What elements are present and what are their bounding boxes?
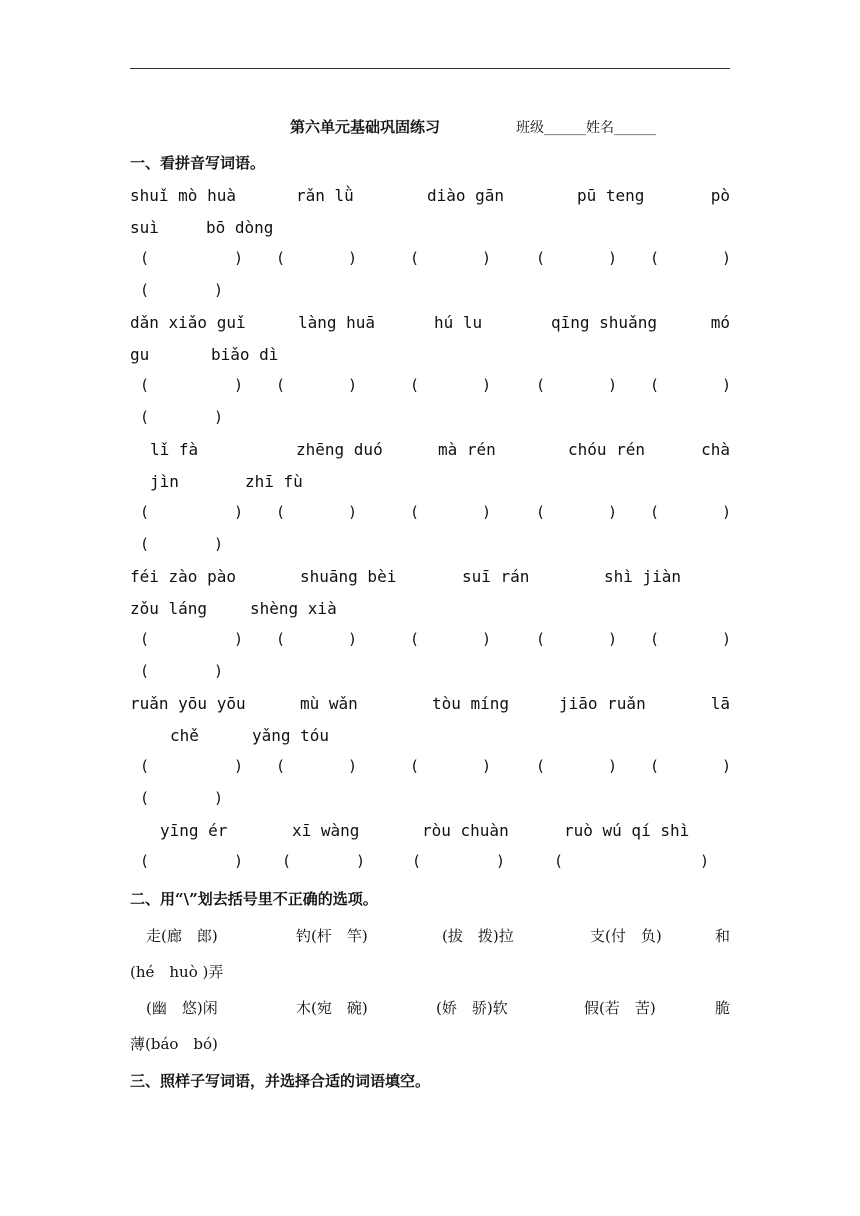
paren-close: ) xyxy=(608,503,618,521)
paren-close: ) xyxy=(700,852,710,870)
pinyin-item: chà xyxy=(701,440,730,459)
paren-close: ) xyxy=(608,630,618,648)
paren-open[interactable]: ( xyxy=(276,249,286,267)
pinyin-item: mù wǎn xyxy=(300,694,358,713)
paren-close: ) xyxy=(356,852,366,870)
paren-open[interactable]: ( xyxy=(410,376,420,394)
paren-open[interactable]: ( xyxy=(140,376,150,394)
paren-close: ) xyxy=(214,662,224,680)
paren-open[interactable]: ( xyxy=(140,503,150,521)
paren-close: ) xyxy=(722,376,732,394)
paren-open[interactable]: ( xyxy=(276,630,286,648)
pinyin-row xyxy=(130,186,730,208)
paren-close: ) xyxy=(214,281,224,299)
pinyin-item: suì xyxy=(130,218,159,237)
choice-item[interactable]: 薄(báo bó) xyxy=(130,1035,218,1053)
answer-parentheses-row xyxy=(130,281,730,303)
paren-open[interactable]: ( xyxy=(140,630,150,648)
paren-close: ) xyxy=(482,757,492,775)
choice-item[interactable]: 走(廊 郎) xyxy=(146,927,218,945)
page-title: 第六单元基础巩固练习 xyxy=(290,118,441,136)
paren-open[interactable]: ( xyxy=(140,852,150,870)
pinyin-item: jiāo ruǎn xyxy=(559,694,646,713)
paren-open[interactable]: ( xyxy=(410,503,420,521)
paren-close: ) xyxy=(214,408,224,426)
pinyin-item: shuāng bèi xyxy=(300,567,397,586)
paren-open[interactable]: ( xyxy=(276,376,286,394)
paren-close: ) xyxy=(214,535,224,553)
paren-close: ) xyxy=(214,789,224,807)
paren-close: ) xyxy=(608,249,618,267)
pinyin-item: chóu rén xyxy=(568,440,646,459)
pinyin-row xyxy=(130,567,730,589)
pinyin-row xyxy=(130,440,730,462)
paren-open[interactable]: ( xyxy=(650,503,660,521)
pinyin-item: lā xyxy=(710,694,730,713)
pinyin-item: ruǎn yōu yōu xyxy=(130,694,246,713)
paren-close: ) xyxy=(348,503,358,521)
paren-close: ) xyxy=(608,757,618,775)
answer-parentheses-row xyxy=(130,249,730,271)
paren-close: ) xyxy=(234,376,244,394)
paren-close: ) xyxy=(608,376,618,394)
choice-item[interactable]: (娇 骄)软 xyxy=(436,999,508,1017)
choice-item[interactable]: 钓(杆 竿) xyxy=(296,927,368,945)
paren-close: ) xyxy=(234,249,244,267)
pinyin-row xyxy=(130,694,730,716)
paren-open[interactable]: ( xyxy=(140,757,150,775)
pinyin-row xyxy=(130,821,730,843)
paren-open[interactable]: ( xyxy=(650,376,660,394)
pinyin-row xyxy=(130,345,730,367)
choice-item: 和 xyxy=(714,927,730,945)
paren-open[interactable]: ( xyxy=(140,662,150,680)
paren-close: ) xyxy=(234,630,244,648)
paren-close: ) xyxy=(482,376,492,394)
pinyin-item: mó xyxy=(710,313,730,332)
paren-open[interactable]: ( xyxy=(650,630,660,648)
answer-parentheses-row xyxy=(130,535,730,557)
pinyin-item: ruò wú qí shì xyxy=(564,821,690,840)
paren-close: ) xyxy=(482,630,492,648)
pinyin-row xyxy=(130,218,730,240)
pinyin-item: zǒu láng xyxy=(130,599,208,618)
section1-heading: 一、看拼音写词语。 xyxy=(130,154,266,172)
answer-parentheses-row xyxy=(130,408,730,430)
paren-open[interactable]: ( xyxy=(536,757,546,775)
choice-item: 脆 xyxy=(714,999,730,1017)
paren-open[interactable]: ( xyxy=(650,249,660,267)
paren-close: ) xyxy=(348,376,358,394)
section3-heading: 三、照样子写词语，并选择合适的词语填空。 xyxy=(130,1072,431,1090)
pinyin-item: gu xyxy=(130,345,150,364)
pinyin-item: ròu chuàn xyxy=(422,821,509,840)
pinyin-item: zhēng duó xyxy=(296,440,383,459)
pinyin-item: pò xyxy=(710,186,730,205)
choice-row xyxy=(130,997,730,1019)
answer-parentheses-row xyxy=(130,852,730,874)
pinyin-row xyxy=(130,726,730,748)
paren-open[interactable]: ( xyxy=(282,852,292,870)
paren-open[interactable]: ( xyxy=(410,757,420,775)
choice-item[interactable]: (幽 悠)闲 xyxy=(146,999,218,1017)
pinyin-item: yǎng tóu xyxy=(252,726,330,745)
pinyin-item: lǐ fà xyxy=(150,440,199,459)
pinyin-item: chě xyxy=(170,726,199,745)
choice-item[interactable]: (拔 拨)拉 xyxy=(442,927,514,945)
choice-item[interactable]: (hé huò )弄 xyxy=(130,963,224,981)
paren-close: ) xyxy=(722,630,732,648)
choice-item[interactable]: 支(付 负) xyxy=(590,927,662,945)
class-name-field: 班级______姓名______ xyxy=(516,120,656,136)
paren-close: ) xyxy=(722,249,732,267)
paren-close: ) xyxy=(234,503,244,521)
pinyin-row xyxy=(130,472,730,494)
pinyin-item: xī wàng xyxy=(292,821,360,840)
choice-row xyxy=(130,1033,730,1055)
paren-open[interactable]: ( xyxy=(410,630,420,648)
paren-open[interactable]: ( xyxy=(536,503,546,521)
pinyin-item: làng huā xyxy=(298,313,376,332)
pinyin-item: dǎn xiǎo guǐ xyxy=(130,313,246,332)
pinyin-item: shuǐ mò huà xyxy=(130,186,236,205)
title-row xyxy=(130,116,730,140)
paren-close: ) xyxy=(234,852,244,870)
pinyin-item: yīng ér xyxy=(160,821,228,840)
pinyin-item: suī rán xyxy=(462,567,530,586)
paren-open[interactable]: ( xyxy=(554,852,564,870)
pinyin-row xyxy=(130,599,730,621)
top-rule xyxy=(130,68,730,69)
pinyin-item: shì jiàn xyxy=(604,567,682,586)
paren-open[interactable]: ( xyxy=(536,630,546,648)
pinyin-item: jìn xyxy=(150,472,179,491)
choice-item[interactable]: 假(若 苦) xyxy=(584,999,656,1017)
section2-heading: 二、用“\”划去括号里不正确的选项。 xyxy=(130,890,378,908)
paren-open[interactable]: ( xyxy=(536,249,546,267)
paren-close: ) xyxy=(348,630,358,648)
pinyin-item: rǎn lǜ xyxy=(296,186,354,205)
paren-open[interactable]: ( xyxy=(276,503,286,521)
pinyin-row xyxy=(130,313,730,335)
pinyin-item: shèng xià xyxy=(250,599,337,618)
paren-close: ) xyxy=(722,757,732,775)
answer-parentheses-row xyxy=(130,376,730,398)
pinyin-item: bō dòng xyxy=(206,218,274,237)
paren-close: ) xyxy=(234,757,244,775)
paren-close: ) xyxy=(496,852,506,870)
answer-parentheses-row xyxy=(130,662,730,684)
pinyin-item: hú lu xyxy=(434,313,483,332)
pinyin-item: tòu míng xyxy=(432,694,510,713)
pinyin-item: zhī fù xyxy=(245,472,303,491)
pinyin-item: pū teng xyxy=(577,186,645,205)
pinyin-item: mà rén xyxy=(438,440,496,459)
paren-open[interactable]: ( xyxy=(140,249,150,267)
paren-open[interactable]: ( xyxy=(140,408,150,426)
paren-close: ) xyxy=(482,249,492,267)
paren-open[interactable]: ( xyxy=(276,757,286,775)
paren-open[interactable]: ( xyxy=(650,757,660,775)
paren-open[interactable]: ( xyxy=(140,789,150,807)
choice-row xyxy=(130,961,730,983)
paren-open[interactable]: ( xyxy=(140,535,150,553)
choice-item[interactable]: 木(宛 碗) xyxy=(296,999,368,1017)
paren-open[interactable]: ( xyxy=(410,249,420,267)
paren-close: ) xyxy=(482,503,492,521)
paren-close: ) xyxy=(348,249,358,267)
pinyin-item: diào gān xyxy=(427,186,505,205)
pinyin-item: biǎo dì xyxy=(211,345,279,364)
answer-parentheses-row xyxy=(130,630,730,652)
answer-parentheses-row xyxy=(130,757,730,779)
answer-parentheses-row xyxy=(130,789,730,811)
paren-open[interactable]: ( xyxy=(140,281,150,299)
paren-close: ) xyxy=(348,757,358,775)
pinyin-item: qīng shuǎng xyxy=(551,313,657,332)
pinyin-item: féi zào pào xyxy=(130,567,236,586)
paren-open[interactable]: ( xyxy=(412,852,422,870)
paren-close: ) xyxy=(722,503,732,521)
answer-parentheses-row xyxy=(130,503,730,525)
choice-row xyxy=(130,925,730,947)
paren-open[interactable]: ( xyxy=(536,376,546,394)
